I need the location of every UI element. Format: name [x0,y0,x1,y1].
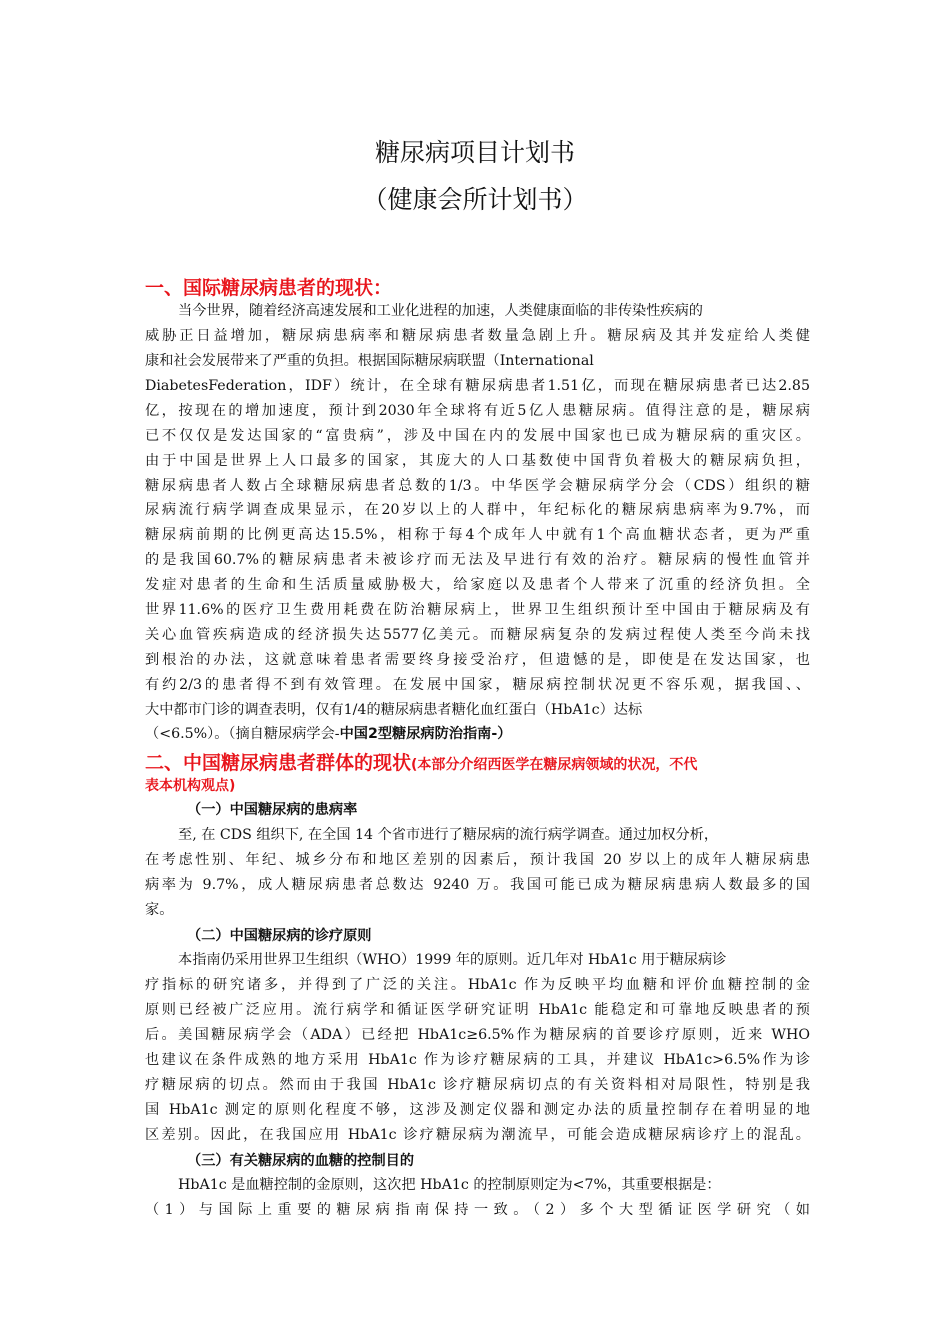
subsection1-heading: （一）中国糖尿病的患病率 [187,802,358,818]
section1-line: 的是我国60.7%的糖尿病患者未被诊疗而无法及早进行有效的治疗。糖尿病的慢性血管并 [145,552,810,568]
section1-line: 发症对患者的生命和生活质量威胁极大，给家庭以及患者个人带来了沉重的经济负担。全 [145,577,810,593]
section2-heading-note-line2: 表本机构观点) [145,778,236,794]
subsection1-line: 至, 在 CDS 组织下, 在全国 14 个省市进行了糖尿病的流行病学调查。通过加权分析， [178,827,719,843]
section1-line: 尿病流行病学调查成果显示，在20岁以上的人群中，年纪标化的糖尿病患病率为9.7%，而 [145,502,810,518]
subsection2-line: 后。美国糖尿病学会（ADA）已经把 HbA1c≥6.5%作为糖尿病的首要诊疗原则，近来 WHO [145,1027,810,1043]
section1-line: 糖尿病前期的比例更高达15.5%，相称于每4个成年人中就有1个高血糖状态者，更为严重 [145,527,810,543]
subsection1-line: 病率为 9.7%，成人糖尿病患者总数达 9240 万。我国可能已成为糖尿病患病人数最多的国 [145,877,810,893]
document-subtitle: （健康会所计划书） [362,185,588,214]
section1-last-line [145,724,810,744]
citation-source: 中国2型糖尿病防治指南-） [339,726,512,742]
subsection2-line: 也建议在条件成熟的地方采用 HbA1c 作为诊疗糖尿病的工具，并建议 HbA1c>6.5%作为诊 [145,1052,810,1068]
subsection2-heading: （二）中国糖尿病的诊疗原则 [187,928,372,944]
section1-heading: 一、国际糖尿病患者的现状： [145,277,393,299]
section1-line: 已不仅仅是发达国家的“富贵病”，涉及中国在内的发展中国家也已成为糖尿病的重灾区。 [145,428,810,444]
section1-line: 有约2/3的患者得不到有效管理。在发展中国家，糖尿病控制状况更不容乐观，据我国、、 [145,677,810,693]
subsection2-line: 疗指标的研究诸多，并得到了广泛的关注。HbA1c 作为反映平均血糖和评价血糖控制的金 [145,977,810,993]
section1-line: 关心血管疾病造成的经济损失达5577亿美元。而糖尿病复杂的发病过程使人类至今尚未找 [145,627,810,643]
subsection1-line: 家。 [145,902,174,918]
document-title: 糖尿病项目计划书 [374,138,575,167]
subsection1-line: 在考虑性别、年纪、城乡分布和地区差别的因素后，预计我国 20 岁以上的成年人糖尿病患 [145,852,810,868]
section1-line: 康和社会发展带来了严重的负担。根据国际糖尿病联盟（International [145,353,594,369]
section1-line: 糖尿病患者人数占全球糖尿病患者总数的1/3。中华医学会糖尿病学分会（CDS）组织的糖 [145,478,810,494]
section2-heading-text: 二、中国糖尿病患者群体的现状 [145,752,412,774]
section1-line: 由于中国是世界上人口最多的国家，其庞大的人口基数使中国背负着极大的糖尿病负担， [145,453,810,469]
subsection2-line: 疗糖尿病的切点。然而由于我国 HbA1c 诊疗糖尿病切点的有关资料相对局限性，特别是我 [145,1077,810,1093]
section2-heading [145,748,815,775]
subsection2-line: 本指南仍采用世界卫生组织（WHO）1999 年的原则。近几年对 HbA1c 用于糖尿病诊 [178,952,727,968]
subsection2-line: 区差别。因此，在我国应用 HbA1c 诊疗糖尿病为潮流早，可能会造成糖尿病诊疗上的混乱。 [145,1127,810,1143]
subsection3-line: HbA1c 是血糖控制的金原则，这次把 HbA1c 的控制原则定为<7%，其重要根据是： [178,1177,721,1193]
subsection3-line: （1）与国际上重要的糖尿病指南保持一致。（2）多个大型循证医学研究（如 [145,1202,810,1218]
section1-line: 大中都市门诊的调查表明，仅有1/4的糖尿病患者糖化血红蛋白（HbA1c）达标 [145,702,643,718]
subsection3-heading: （三）有关糖尿病的血糖的控制目的 [187,1153,415,1169]
section1-line: 当今世界，随着经济高速发展和工业化进程的加速，人类健康面临的非传染性疾病的 [178,303,703,319]
section1-line: 到根治的办法，这就意味着患者需要终身接受治疗，但遗憾的是，即使是在发达国家，也 [145,652,810,668]
subsection2-line: 国 HbA1c 测定的原则化程度不够，这涉及测定仪器和测定办法的质量控制存在着明显的地 [145,1102,810,1118]
section1-line: 威胁正日益增加，糖尿病患病率和糖尿病患者数量急剧上升。糖尿病及其并发症给人类健 [145,328,810,344]
subsection2-line: 原则已经被广泛应用。流行病学和循证医学研究证明 HbA1c 能稳定和可靠地反映患者的预 [145,1002,810,1018]
citation-prefix: （<6.5%）。（摘自糖尿病学会- [145,726,340,742]
section1-line: 世界11.6%的医疗卫生费用耗费在防治糖尿病上，世界卫生组织预计至中国由于糖尿病及有 [145,602,810,618]
section1-line: DiabetesFederation，IDF）统计，在全球有糖尿病患者1.51亿，而现在糖尿病患者已达2.85 [145,378,810,394]
section2-heading-note: (本部分介绍西医学在糖尿病领域的状况，不代 [411,757,698,773]
section1-line: 亿，按现在的增加速度，预计到2030年全球将有近5亿人患糖尿病。值得注意的是，糖尿病 [145,403,810,419]
